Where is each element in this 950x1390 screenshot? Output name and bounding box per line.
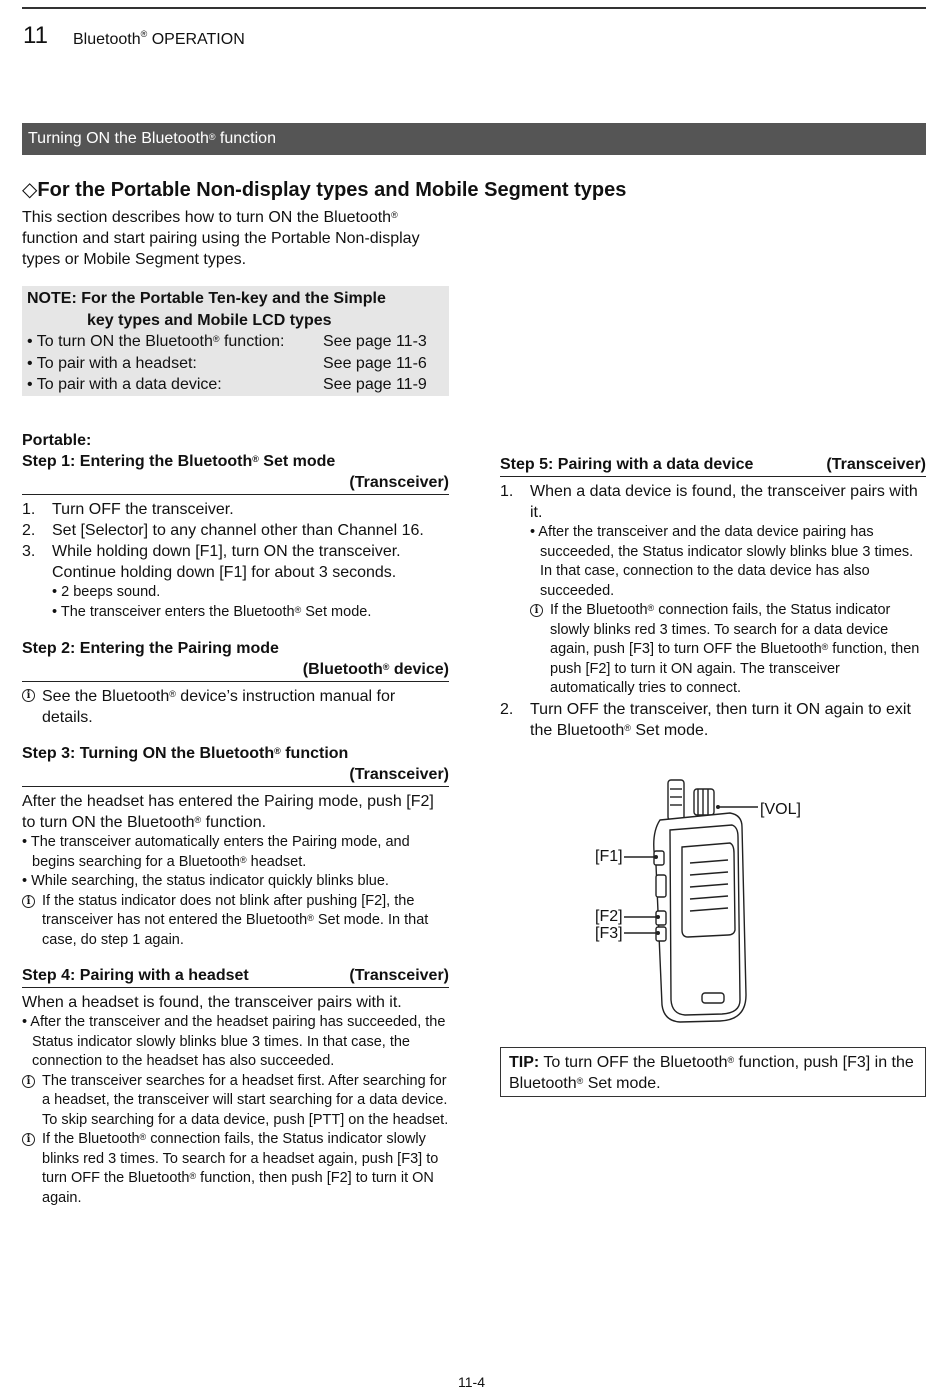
diamond-icon: ◇ <box>22 179 38 201</box>
left-column <box>22 430 449 1208</box>
f2-callout: [F2] <box>595 908 623 925</box>
section-bar: Turning ON the Bluetooth® function <box>22 123 926 155</box>
step4-info: i If the Bluetooth® connection fails, the Status indicator slowly blinks red 3 times. To search for a headset again, push [F3] to turn OFF the Bluetooth® function, then push [F2] to turn it ON again. <box>22 1130 449 1208</box>
tip-box: TIP: To turn OFF the Bluetooth® function, push [F3] in the Bluetooth® Set mode. <box>500 1047 926 1097</box>
step5-item: 1. When a data device is found, the transceiver pairs with it. <box>500 483 918 521</box>
f1-callout: [F1] <box>595 848 623 865</box>
step1-heading: Step 1: Entering the Bluetooth® Set mode (Transceiver) <box>22 451 449 495</box>
step2-heading: Step 2: Entering the Pairing mode (Bluetooth® device) <box>22 638 449 682</box>
info-icon: i <box>22 1075 35 1088</box>
info-icon: i <box>22 689 35 702</box>
step5-item: 2. Turn OFF the transceiver, then turn it ON again to exit the Bluetooth® Set mode. <box>500 700 911 739</box>
transceiver-figure <box>590 775 810 1030</box>
page-number: 11-4 <box>458 1374 485 1390</box>
intro-paragraph: This section describes how to turn ON the Bluetooth® function and start pairing using the Portable Non-display types or Mobile Segment types. <box>22 209 420 268</box>
step1-list: 1. Turn OFF the transceiver. 2. Set [Selector] to any channel other than Channel 16. 3. While holding down [F1], turn ON the transceiver. Continue holding down [F1] for about 3 seconds. <box>22 501 424 581</box>
note-row: • To turn ON the Bluetooth® function: See page 11-3 <box>27 333 427 350</box>
info-icon: i <box>22 895 35 908</box>
step5-info: i If the Bluetooth® connection fails, the Status indicator slowly blinks red 3 times. To search for a data device again, push [F3] to turn OFF the Bluetooth® function, then push [F2] to turn it ON again. The transceiver automatically tries to connect. <box>530 601 926 699</box>
step3-lead: After the headset has entered the Pairing mode, push [F2] to turn ON the Bluetooth® function. <box>22 793 434 831</box>
note-title: NOTE: For the Portable Ten-key and the Simple <box>27 290 386 307</box>
step3-bullet: • The transceiver automatically enters the Pairing mode, and begins searching for a Bluetooth® headset. <box>22 834 410 870</box>
step5-bullet: • After the transceiver and the data device pairing has succeeded, the Status indicator slowly blinks blue 3 times. In that case, connection to the data device has also succeeded. <box>530 524 914 599</box>
note-box <box>22 286 449 396</box>
right-column <box>500 454 926 741</box>
f3-callout: [F3] <box>595 925 623 942</box>
step3-heading: Step 3: Turning ON the Bluetooth® function (Transceiver) <box>22 743 449 787</box>
step2-info: i See the Bluetooth® device’s instruction manual for details. <box>22 686 449 728</box>
step4-heading: Step 4: Pairing with a headset (Transceiver) <box>22 965 449 988</box>
vol-callout: [VOL] <box>760 801 801 818</box>
chapter-number: 11 <box>23 22 48 49</box>
step3-bullet: • While searching, the status indicator quickly blinks blue. <box>22 873 389 889</box>
step3-info: i If the status indicator does not blink after pushing [F2], the transceiver has not entered the Bluetooth® Set mode. In that case, do step 1 again. <box>22 892 449 951</box>
info-icon: i <box>530 604 543 617</box>
note-row: • To pair with a data device: See page 11-9 <box>27 376 427 393</box>
info-icon: i <box>22 1133 35 1146</box>
note-row: • To pair with a headset: See page 11-6 <box>27 354 427 372</box>
section-heading: ◇For the Portable Non-display types and Mobile Segment types <box>22 179 627 201</box>
step1-bullets: • 2 beeps sound. • The transceiver enters the Bluetooth® Set mode. <box>52 584 372 620</box>
step4-info: i The transceiver searches for a headset first. After searching for a headset, the transceiver will start searching for a data device. To skip searching for a data device, push [PTT] on the headset. <box>22 1072 449 1131</box>
step5-heading: Step 5: Pairing with a data device (Transceiver) <box>500 454 926 477</box>
portable-label: Portable: <box>22 432 92 449</box>
top-rule <box>22 7 926 9</box>
note-title-cont: key types and Mobile LCD types <box>87 311 332 329</box>
step4-bullet: • After the transceiver and the headset pairing has succeeded, the Status indicator slowly blinks blue 3 times. In that case, the connection to the headset has also succeeded. <box>22 1014 446 1069</box>
step4-lead: When a headset is found, the transceiver pairs with it. <box>22 994 402 1011</box>
chapter-title: Bluetooth® OPERATION <box>73 29 245 48</box>
